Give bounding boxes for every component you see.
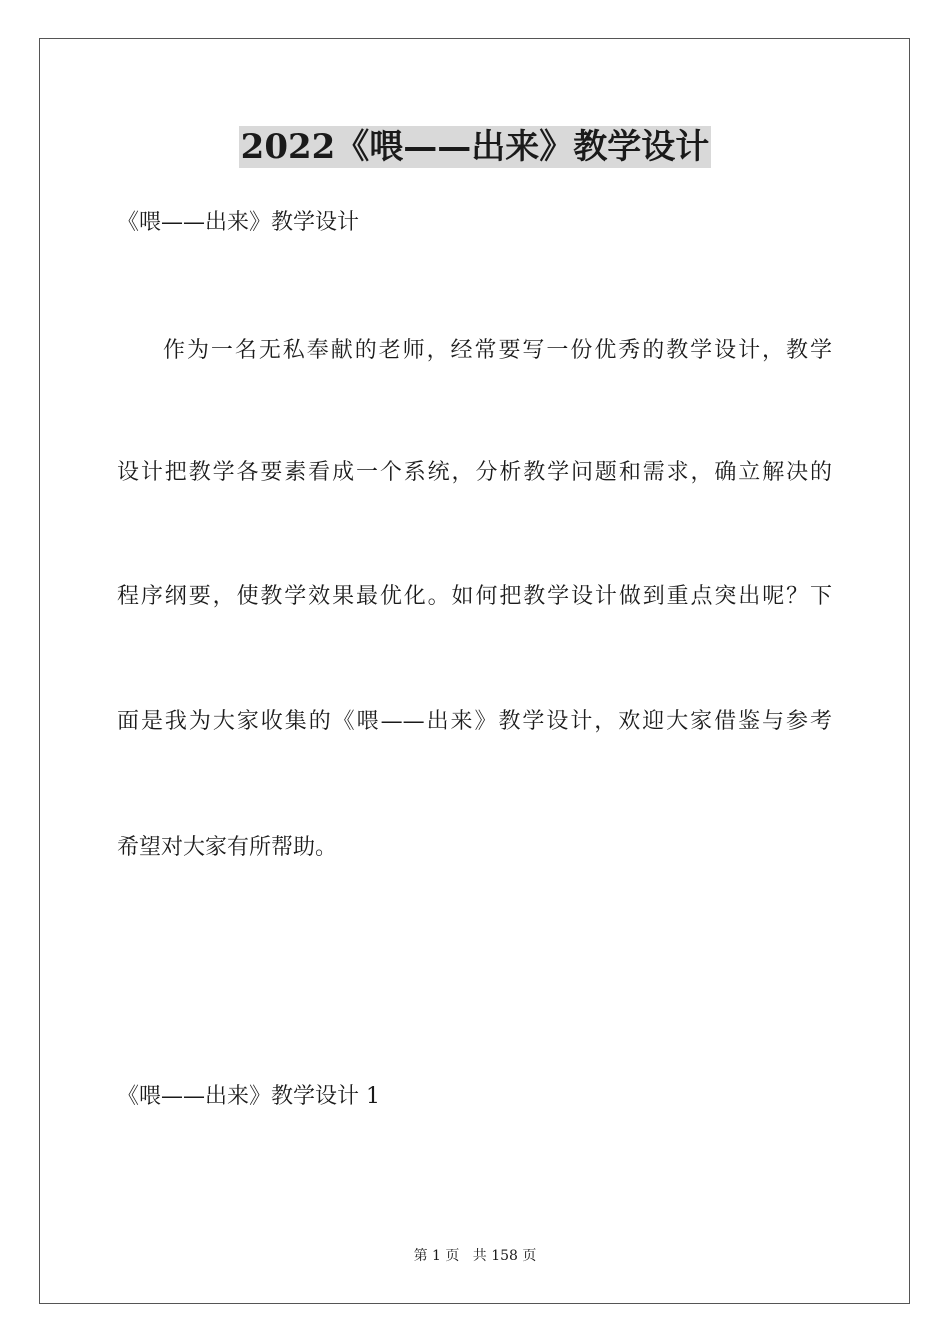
- page-footer: [0, 1246, 950, 1266]
- intro-line-3: 程序纲要，使教学效果最优化。如何把教学设计做到重点突出呢？下: [117, 584, 832, 609]
- title-container: [0, 126, 950, 168]
- intro-line-1: 作为一名无私奉献的老师，经常要写一份优秀的教学设计，教学: [163, 338, 832, 363]
- section-heading: 《喂——出来》教学设计 1: [117, 1084, 380, 1109]
- document-subtitle: 《喂——出来》教学设计: [117, 210, 360, 235]
- document-title: 2022《喂——出来》教学设计: [240, 127, 710, 167]
- page-total: 共 158 页: [472, 1248, 537, 1264]
- page-number: 第 1 页: [413, 1248, 460, 1264]
- intro-line-2: 设计把教学各要素看成一个系统，分析教学问题和需求，确立解决的: [117, 460, 832, 485]
- intro-line-5: 希望对大家有所帮助。: [117, 835, 338, 860]
- intro-line-4: 面是我为大家收集的《喂——出来》教学设计，欢迎大家借鉴与参考: [117, 709, 832, 734]
